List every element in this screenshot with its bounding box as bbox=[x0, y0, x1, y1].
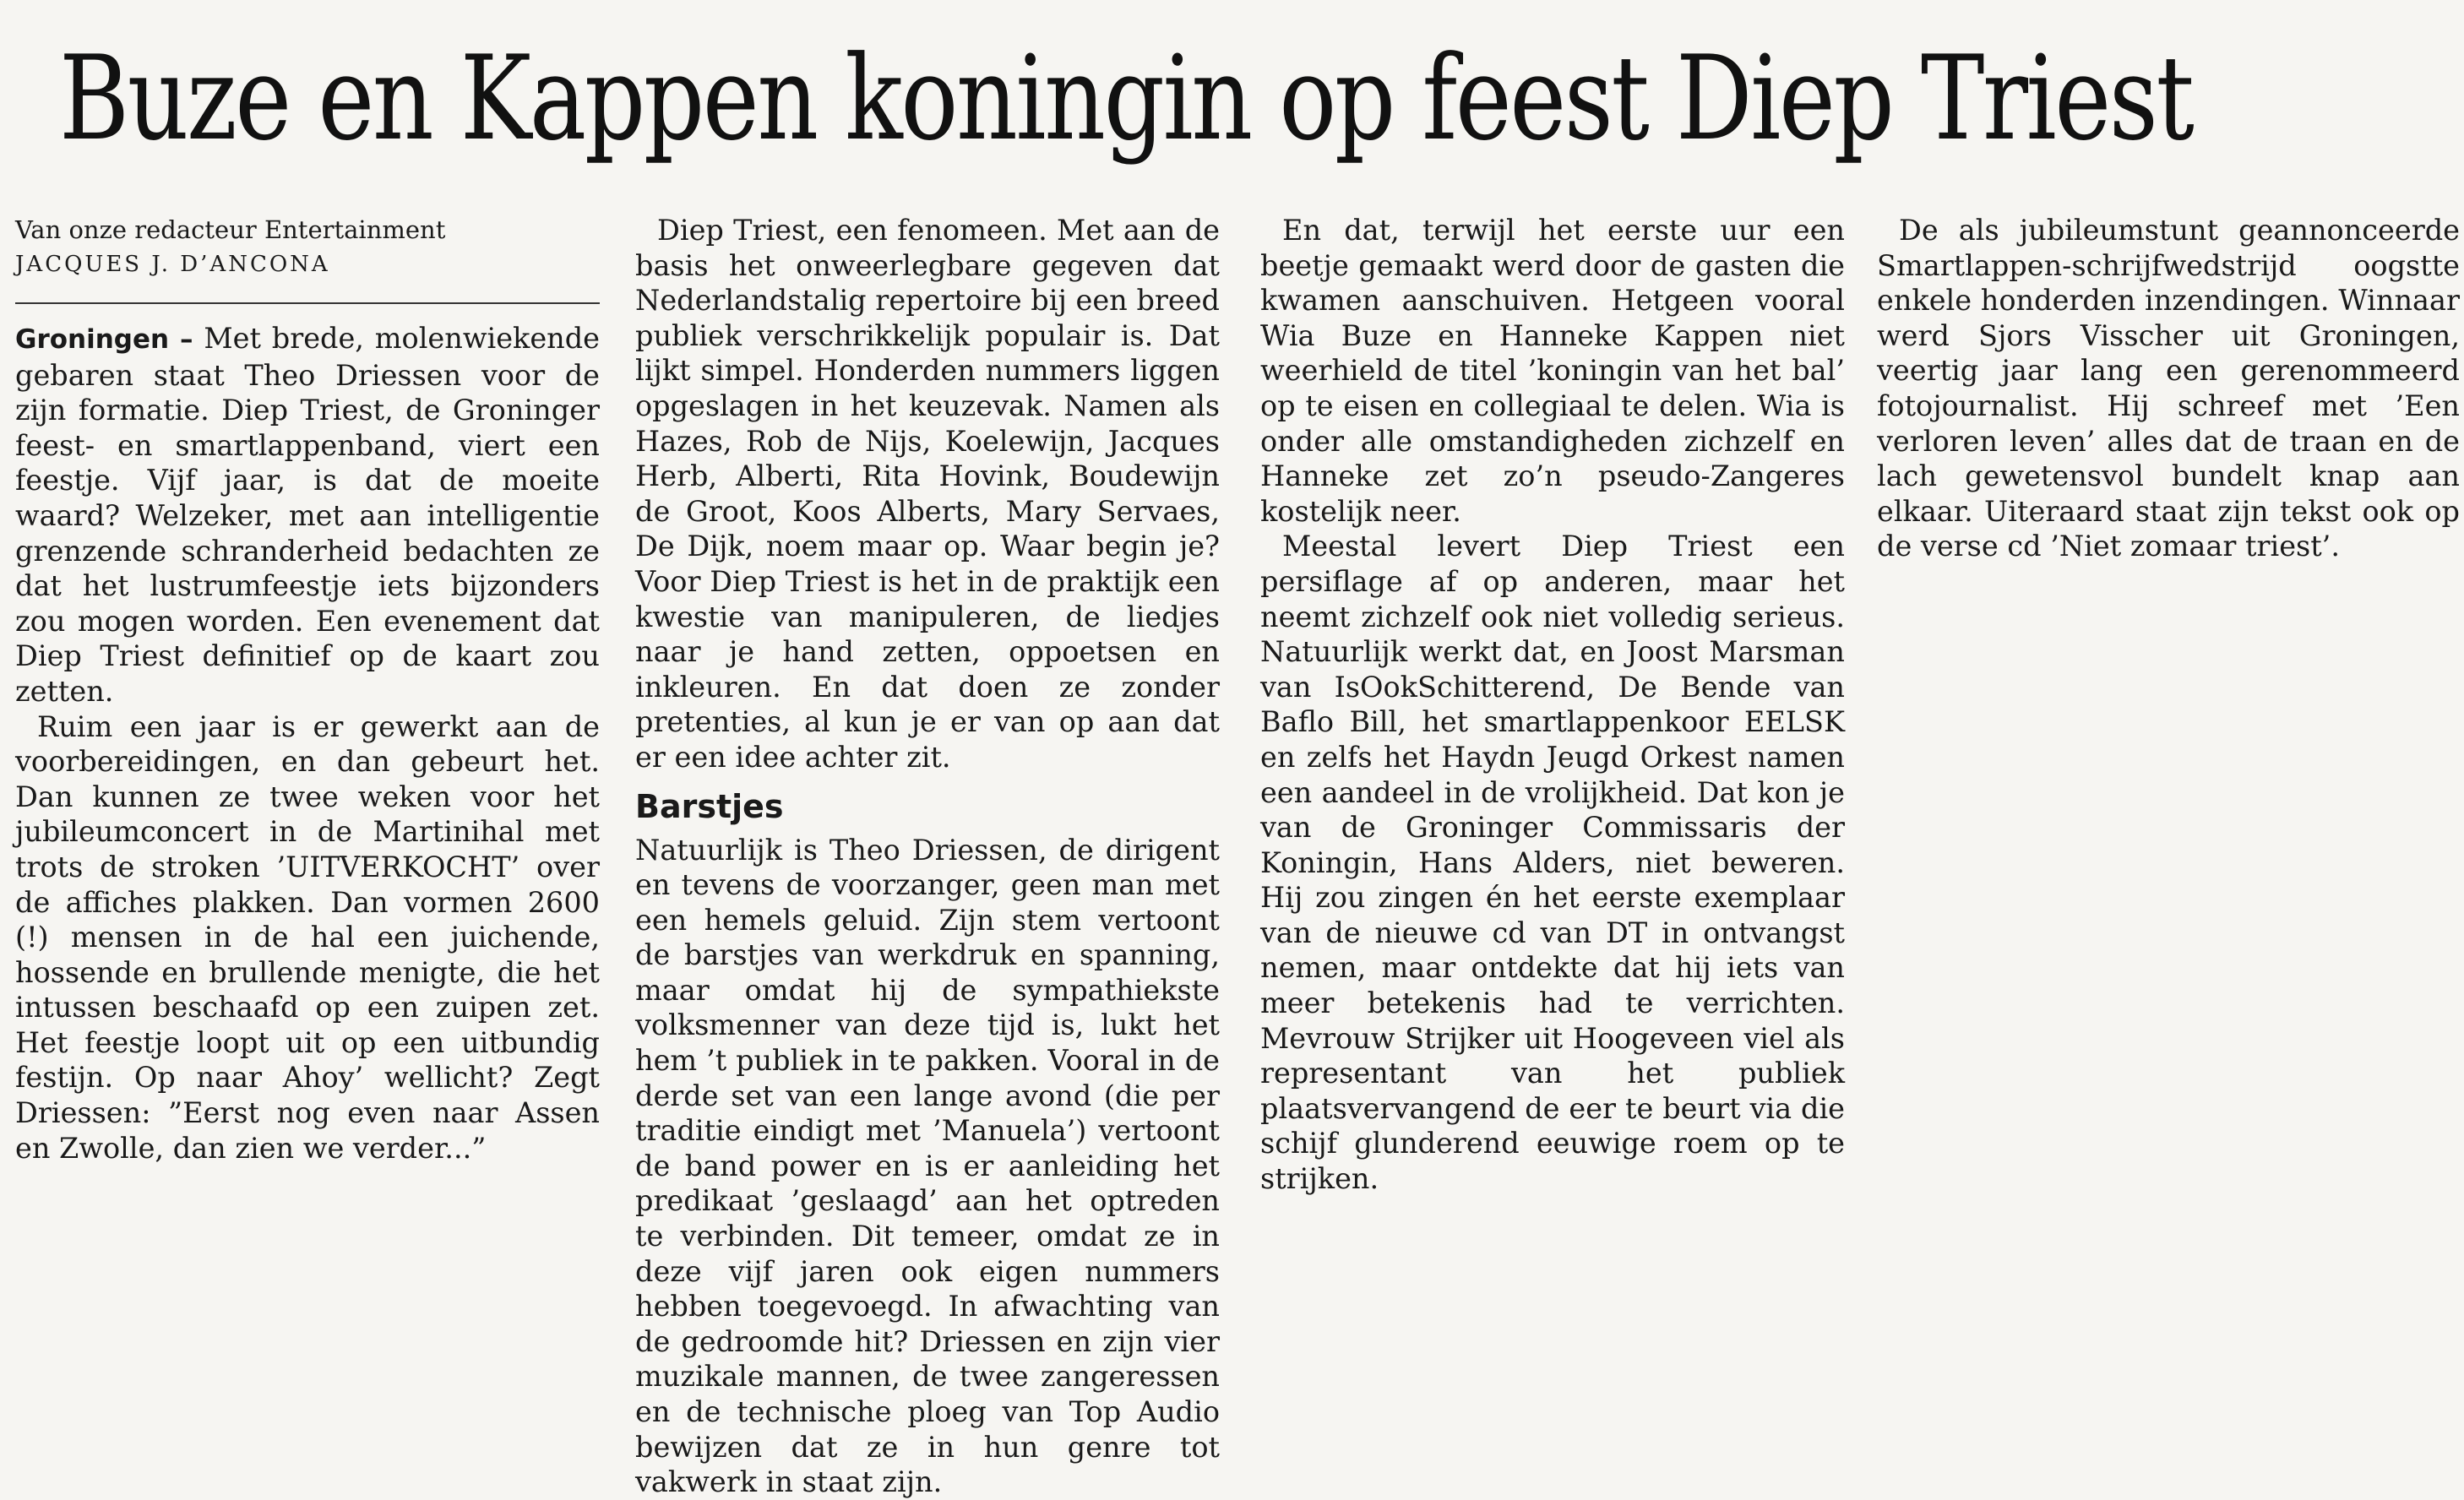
headline: Buze en Kappen koningin op feest Diep Triest bbox=[59, 30, 2193, 166]
paragraph: En dat, terwijl het eerste uur een beetje gemaakt werd door de gasten die kwamen aanschuiven. Hetgeen vooral Wia Buze en Hanneke Kappen niet weerhield de titel ’koningin van het bal’ op te eisen en collegiaal te delen. Wia is onder alle omstandigheden zichzelf en Hanneke zet zo’n pseudo-Zangeres kostelijk neer. bbox=[1260, 214, 1845, 528]
column-2 bbox=[635, 213, 1220, 1499]
paragraph: Meestal levert Diep Triest een persiflage af op anderen, maar het neemt zichzelf ook niet volledig serieus. Natuurlijk werkt dat, en Joost Marsman van IsOokSchitterend, De Bende van Baflo Bill, het smartlappenkoor EELSK en zelfs het Haydn Jeugd Orkest namen een aandeel in de vrolijkheid. Dat kon je van de Groninger Commissaris der Koningin, Hans Alders, niet beweren. Hij zou zingen én het eerste exemplaar van de nieuwe cd van DT in ontvangst nemen, maar ontdekte dat hij iets van meer betekenis had te verrichten. Mevrouw Strijker uit Hoogeveen viel als representant van het publiek plaatsvervangend de eer te beurt via die schijf glunderend eeuwige roem op te strijken. bbox=[1260, 530, 1845, 1196]
paragraph: Natuurlijk is Theo Driessen, de dirigent en tevens de voorzanger, geen man met een hemels geluid. Zijn stem vertoont de barstjes van werkdruk en spanning, maar omdat hij de sympathiekste volksmenner van deze tijd is, lukt het hem ’t publiek in te pakken. Vooral in de derde set van een lange avond (die per traditie eindigt met ’Manuela’) vertoont de band power en is er aanleiding het predikaat ’geslaagd’ aan het optreden te verbinden. Dit temeer, omdat ze in deze vijf jaren ook eigen nummers hebben toegevoegd. In afwachting van de gedroomde hit? Driessen en zijn vier muzikale mannen, de twee zangeressen en de technische ploeg van Top Audio bewijzen dat ze in hun genre tot vakwerk in staat zijn. bbox=[635, 833, 1220, 1499]
paragraph-text: Met brede, molenwiekende gebaren staat Theo Driessen voor de zijn formatie. Diep Triest, de Groninger feest- en smartlappenband, viert een feestje. Vijf jaar, is dat de moeite waard? Welzeker, met aan intelligentie grenzende schranderheid bedachten ze dat het lustrumfeestje iets bijzonders zou mogen worden. Een evenement dat Diep Triest definitief op de kaart zou zetten. bbox=[15, 322, 601, 708]
column-3 bbox=[1260, 213, 1845, 1196]
column-4 bbox=[1877, 213, 2460, 1159]
paragraph: De als jubileumstunt geannonceerde Smartlappen-schrijfwedstrijd oogstte enkele honderden inzendingen. Winnaar werd Sjors Visscher uit Groningen, veertig jaar lang een gerenommeerd fotojournalist. Hij schreef met ’Een verloren leven’ alles dat de traan en de lach gewetensvol bundelt knap aan elkaar. Uiteraard staat zijn tekst ook op de verse cd ’Niet zomaar triest’. bbox=[1877, 214, 2460, 563]
subheading: Barstjes bbox=[635, 787, 784, 825]
column-1 bbox=[15, 213, 601, 1165]
dateline: Groningen – bbox=[15, 324, 193, 355]
byline-rule bbox=[15, 302, 600, 304]
byline-author: JACQUES J. D’ANCONA bbox=[15, 252, 330, 277]
paragraph: Ruim een jaar is er gewerkt aan de voorbereidingen, en dan gebeurt het. Dan kunnen ze twee weken voor het jubileumconcert in de Martinihal met trots de stroken ’UITVERKOCHT’ over de affiches plakken. Dan vormen 2600 (!) mensen in de hal een juichende, hossende en brullende menigte, die het intussen beschaafd op een zuipen zet. Het feestje loopt uit op een uitbundig festijn. Op naar Ahoy’ wellicht? Zegt Driessen: ”Eerst nog even naar Assen en Zwolle, dan zien we verder...” bbox=[15, 709, 600, 1165]
paragraph bbox=[15, 321, 600, 709]
byline-intro: Van onze redacteur Entertainment bbox=[15, 215, 446, 244]
paragraph: Diep Triest, een fenomeen. Met aan de basis het onweerlegbare gegeven dat Nederlandstalig repertoire bij een breed publiek verschrikkelijk populair is. Dat lijkt simpel. Honderden nummers liggen opgeslagen in het keuzevak. Namen als Hazes, Rob de Nijs, Koelewijn, Jacques Herb, Alberti, Rita Hovink, Boudewijn de Groot, Koos Alberts, Mary Servaes, De Dijk, noem maar op. Waar begin je? Voor Diep Triest is het in de praktijk een kwestie van manipuleren, de liedjes naar je hand zetten, oppoetsen en inkleuren. En dat doen ze zonder pretenties, al kun je er van op aan dat er een idee achter zit. bbox=[635, 214, 1220, 774]
